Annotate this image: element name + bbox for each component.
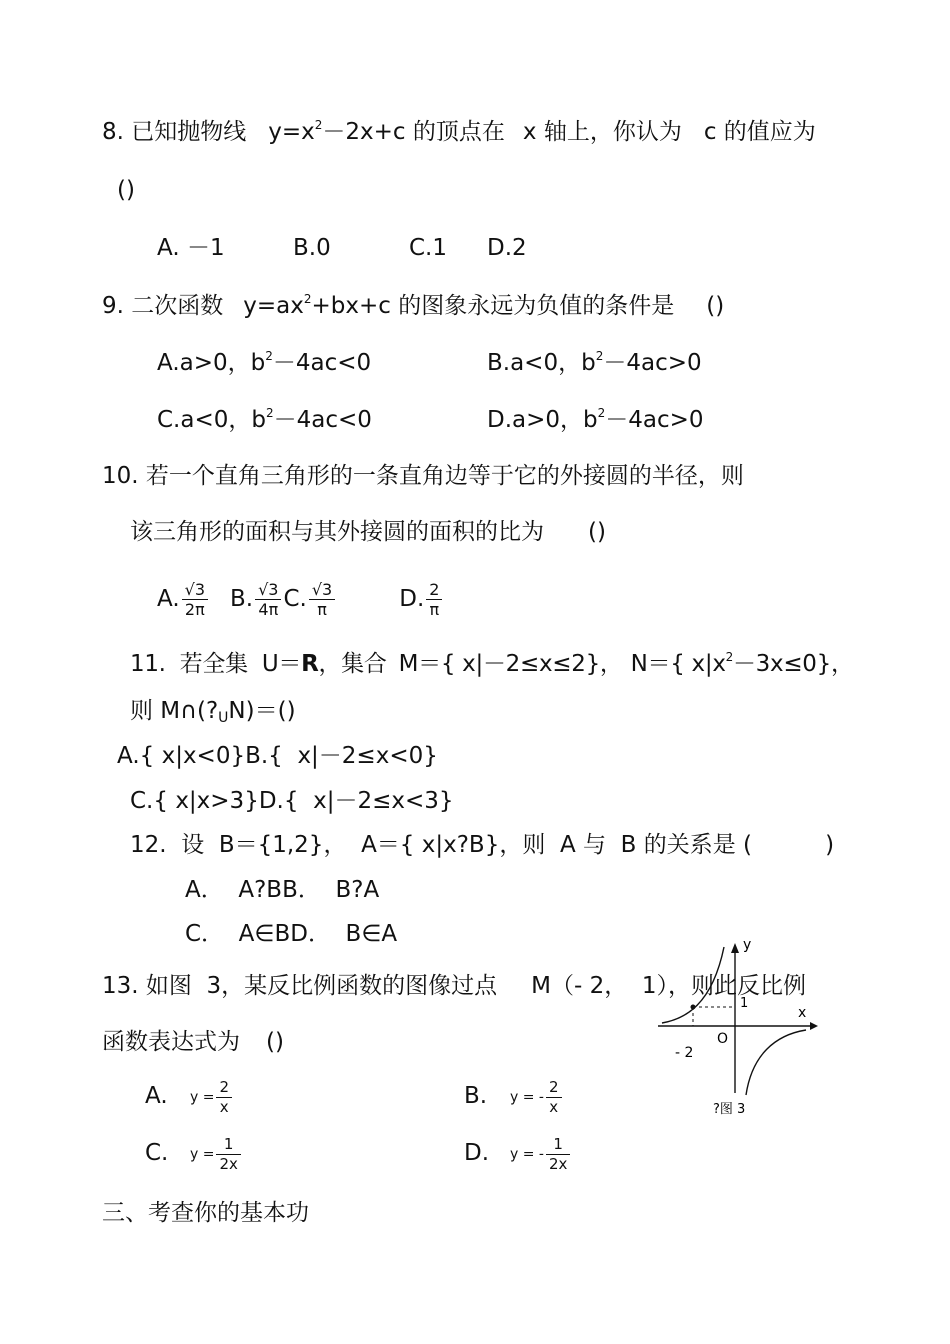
figure-3-inverse-proportion-graph (650, 935, 820, 1125)
origin-label: O (717, 1031, 729, 1047)
section-3-heading: 三、考查你的基本功 (102, 1200, 309, 1226)
q8-option-a: A. －1 (157, 235, 225, 261)
q11-options-ab: A.{ x|x<0}B.{ x|－2≤x<0} (117, 743, 438, 769)
curve-branch-second-quadrant (662, 947, 724, 1023)
q9-option-a: A.a>0，$b^2-4ac<0$ (157, 349, 372, 376)
q10-options (157, 580, 444, 619)
q11-options-cd: C.{ x|x>3}D.{ x|－2≤x<3} (130, 788, 454, 814)
q13-option-d-label: D. (464, 1140, 490, 1166)
q13-stem-line1: 13. 如图 3，某反比例函数的图像过点 M（- 2， 1），则此反比例 (102, 973, 806, 999)
q12-options-cd: C． A∈BD． B∈A (185, 921, 398, 947)
q8-answer-paren: () (117, 177, 135, 203)
q10-option-a-fraction: $\frac{√3}{2\pi}$ (182, 580, 208, 619)
q8-option-c: C.1 (409, 235, 448, 261)
q13-option-c-formula: y = $\frac{1}{2x}$ (190, 1135, 243, 1174)
y-axis-arrow-icon (731, 943, 739, 953)
q12-options-ab: A． A?BB． B?A (185, 877, 380, 903)
q10-option-b-fraction: $\frac{√3}{4\pi}$ (255, 580, 281, 619)
point-m (691, 1005, 696, 1010)
curve-branch-fourth-quadrant (746, 1030, 806, 1095)
q10-option-b-label: B. (230, 586, 254, 612)
q13-option-c-label: C. (145, 1140, 169, 1166)
x-axis-label: x (798, 1005, 807, 1021)
figure-caption: ?图 3 (713, 1102, 746, 1117)
q13-option-b-formula: y = - $\frac{2}{x}$ (510, 1078, 564, 1117)
y-axis-label: y (743, 937, 752, 953)
q13-option-a-label: A. (145, 1083, 168, 1109)
q9-option-d: D.a>0，$b^2-4ac>0$ (487, 406, 704, 433)
q10-option-d-fraction: $\frac{2}{\pi}$ (426, 580, 442, 619)
x-axis-arrow-icon (810, 1022, 818, 1030)
q13-option-d-formula: y = - $\frac{1}{2x}$ (510, 1135, 572, 1174)
q10-option-c-label: C. (283, 586, 307, 612)
q10-option-d-label: D. (399, 586, 425, 612)
q8-stem: 8. 已知抛物线 $y=x^2-2x+c$ 的顶点在 x 轴上，你认为 c 的值应为 (102, 118, 816, 145)
q13-option-b-label: B. (464, 1083, 488, 1109)
tick-label-neg-two: - 2 (675, 1045, 694, 1061)
q10-option-c-fraction: $\frac{√3}{\pi}$ (309, 580, 335, 619)
q10-stem-line1: 10. 若一个直角三角形的一条直角边等于它的外接圆的半径，则 (102, 463, 744, 489)
q9-stem: 9. 二次函数 $y=ax^2+bx+c$ 的图象永远为负值的条件是 () (102, 292, 725, 319)
q11-stem-line2: 则 $M\cap(?_UN)=()$ (130, 698, 296, 726)
q10-stem-line2: 该三角形的面积与其外接圆的面积的比为 () (130, 519, 606, 545)
q13-option-a-formula: y = $\frac{2}{x}$ (190, 1078, 234, 1117)
q9-option-c: C.a<0，$b^2-4ac<0$ (157, 406, 372, 433)
q10-option-a-label: A. (157, 586, 180, 612)
q11-stem-line1: 11. 若全集 U＝R，集合 M＝{ x|－2≤x≤2}， N＝{ $x|x^2-3x\le 0$}， (130, 650, 854, 677)
q13-stem-line2: 函数表达式为 () (102, 1029, 284, 1055)
tick-label-one: 1 (740, 996, 749, 1011)
q8-option-b: B.0 (293, 235, 331, 261)
q8-option-d: D.2 (487, 235, 527, 261)
q12-stem: 12. 设 B＝{1,2}， A＝{ x|x?B}，则 A 与 B 的关系是 ( ) (130, 832, 835, 858)
q9-option-b: B.a<0，$b^2-4ac>0$ (487, 349, 702, 376)
